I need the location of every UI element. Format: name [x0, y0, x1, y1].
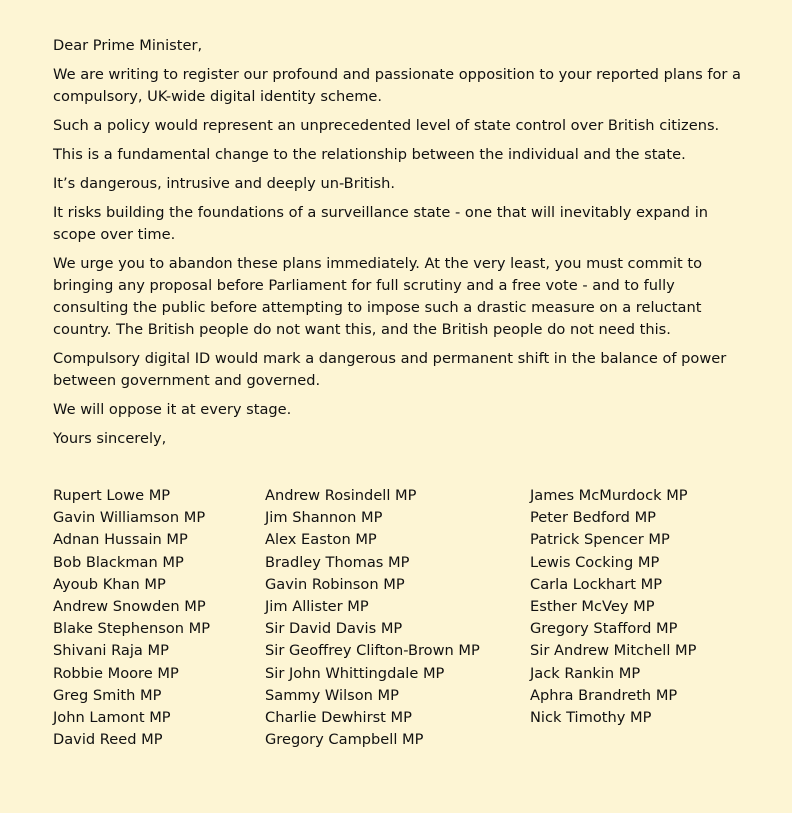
signatory: Jim Allister MP [265, 598, 369, 616]
signatory: Lewis Cocking MP [530, 553, 660, 571]
closing: Yours sincerely, [53, 430, 167, 447]
paragraph-2: Such a policy would represent an unprecedented level of state control over British citizens. [53, 117, 720, 134]
letter-body [53, 35, 752, 450]
signatory: Sir John Whittingdale MP [265, 664, 445, 682]
signatory: Rupert Lowe MP [53, 487, 171, 504]
signatory: Sir Geoffrey Clifton-Brown MP [265, 642, 480, 660]
signatory-column-1 [53, 485, 210, 751]
signatory: Aphra Brandreth MP [530, 686, 678, 704]
signatory: Jack Rankin MP [530, 664, 641, 682]
signatory: Nick Timothy MP [530, 709, 652, 727]
signatory: Jim Shannon MP [265, 509, 383, 527]
signatory: James McMurdock MP [530, 487, 688, 504]
signatory: Andrew Snowden MP [53, 598, 206, 616]
signatory: Ayoub Khan MP [53, 575, 166, 593]
signatory: Adnan Hussain MP [53, 531, 188, 549]
signatory: Gavin Robinson MP [265, 575, 405, 593]
signatory: Sir David Davis MP [265, 620, 403, 638]
signatory: Gavin Williamson MP [53, 509, 206, 527]
signatory: Robbie Moore MP [53, 664, 179, 682]
paragraph-3: This is a fundamental change to the relationship between the individual and the state. [53, 146, 686, 163]
signatory: Blake Stephenson MP [53, 620, 211, 638]
signatory: Alex Easton MP [265, 531, 377, 549]
paragraph-4: It’s dangerous, intrusive and deeply un-British. [53, 175, 396, 192]
signatory: Shivani Raja MP [53, 642, 169, 660]
signatory: John Lamont MP [53, 709, 171, 727]
paragraph-1: We are writing to register our profound and passionate opposition to your reported plans for a compulsory, UK-wide digital identity scheme. [53, 66, 741, 105]
signatory: Bradley Thomas MP [265, 553, 410, 571]
signatory: Peter Bedford MP [530, 509, 656, 527]
signatory: Carla Lockhart MP [530, 575, 662, 593]
salutation: Dear Prime Minister, [53, 37, 203, 54]
signatory: Esther McVey MP [530, 598, 655, 616]
signatory-column-2 [265, 485, 480, 751]
signatory: Bob Blackman MP [53, 553, 184, 571]
signatory: Greg Smith MP [53, 686, 162, 704]
signatory: Gregory Campbell MP [265, 731, 424, 749]
signatory: Gregory Stafford MP [530, 620, 678, 638]
paragraph-7: Compulsory digital ID would mark a dangerous and permanent shift in the balance of power between government and governed. [53, 350, 727, 389]
signatory: Charlie Dewhirst MP [265, 709, 412, 727]
signatory: Patrick Spencer MP [530, 531, 670, 549]
signatory: Sir Andrew Mitchell MP [530, 642, 697, 660]
paragraph-6: We urge you to abandon these plans immediately. At the very least, you must commit to bringing any proposal before Parliament for full scrutiny and a free vote - and to fully consulting the public before attempting to impose such a drastic measure on a reluctant country. The British people do not want this, and the British people do not need this. [53, 255, 703, 338]
paragraph-8: We will oppose it at every stage. [53, 401, 292, 418]
signatory: David Reed MP [53, 731, 163, 749]
signatory: Andrew Rosindell MP [265, 487, 417, 504]
signatories [53, 485, 792, 775]
signatory-column-3 [530, 485, 696, 729]
paragraph-5: It risks building the foundations of a surveillance state - one that will inevitably expand in scope over time. [53, 204, 708, 243]
signatory: Sammy Wilson MP [265, 686, 399, 704]
